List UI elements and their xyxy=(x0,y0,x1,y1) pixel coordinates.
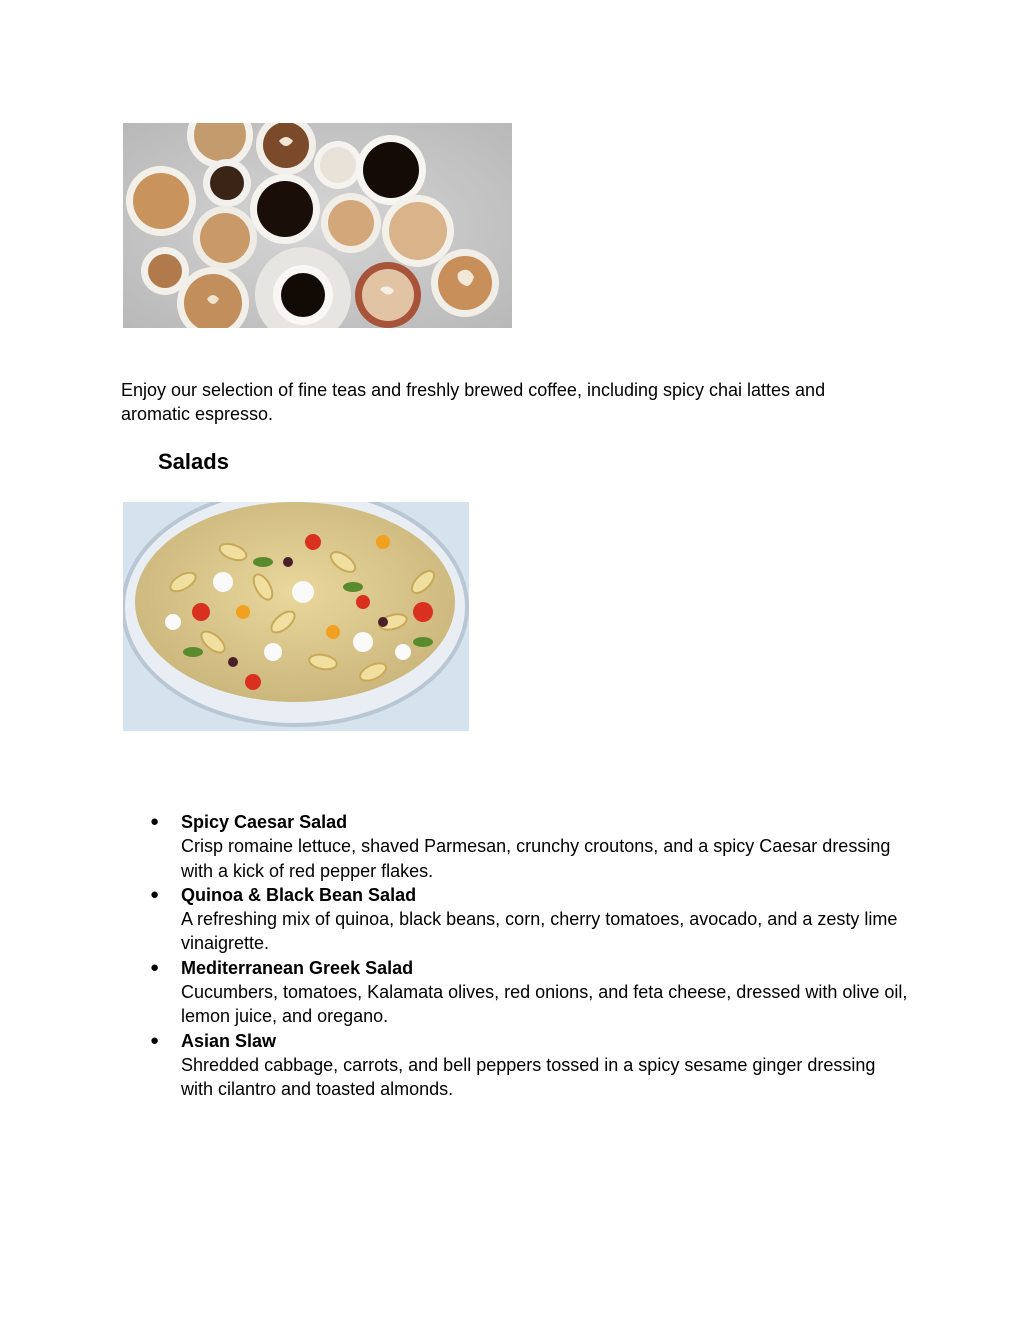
list-item xyxy=(150,810,910,883)
pasta-salad-photo xyxy=(123,502,469,731)
item-description: Crisp romaine lettuce, shaved Parmesan, crunchy croutons, and a spicy Caesar dressing with a kick of red pepper flakes. xyxy=(181,836,891,881)
list-item xyxy=(150,956,910,1029)
intro-paragraph: Enjoy our selection of fine teas and freshly brewed coffee, including spicy chai lattes and aromatic espresso. xyxy=(121,380,826,424)
item-description: Cucumbers, tomatoes, Kalamata olives, red onions, and feta cheese, dressed with olive oil, lemon juice, and oregano. xyxy=(181,982,908,1027)
item-name: Mediterranean Greek Salad xyxy=(181,957,414,978)
salads-heading: Salads xyxy=(158,449,229,474)
salad-menu-list xyxy=(150,810,910,1102)
bullet-icon: ● xyxy=(150,885,160,903)
bullet-icon: ● xyxy=(150,1031,160,1049)
item-description: Shredded cabbage, carrots, and bell peppers tossed in a spicy sesame ginger dressing with cilantro and toasted almonds. xyxy=(181,1054,876,1100)
item-description: A refreshing mix of quinoa, black beans, corn, cherry tomatoes, avocado, and a zesty lime vinaigrette. xyxy=(181,909,898,954)
list-item xyxy=(150,883,910,956)
coffee-cups-photo xyxy=(123,123,512,328)
item-name: Quinoa & Black Bean Salad xyxy=(181,884,417,905)
bullet-icon: ● xyxy=(150,813,160,830)
item-name: Spicy Caesar Salad xyxy=(181,812,348,832)
item-name: Asian Slaw xyxy=(181,1030,277,1051)
list-item xyxy=(150,1029,910,1102)
bullet-icon: ● xyxy=(150,958,160,976)
